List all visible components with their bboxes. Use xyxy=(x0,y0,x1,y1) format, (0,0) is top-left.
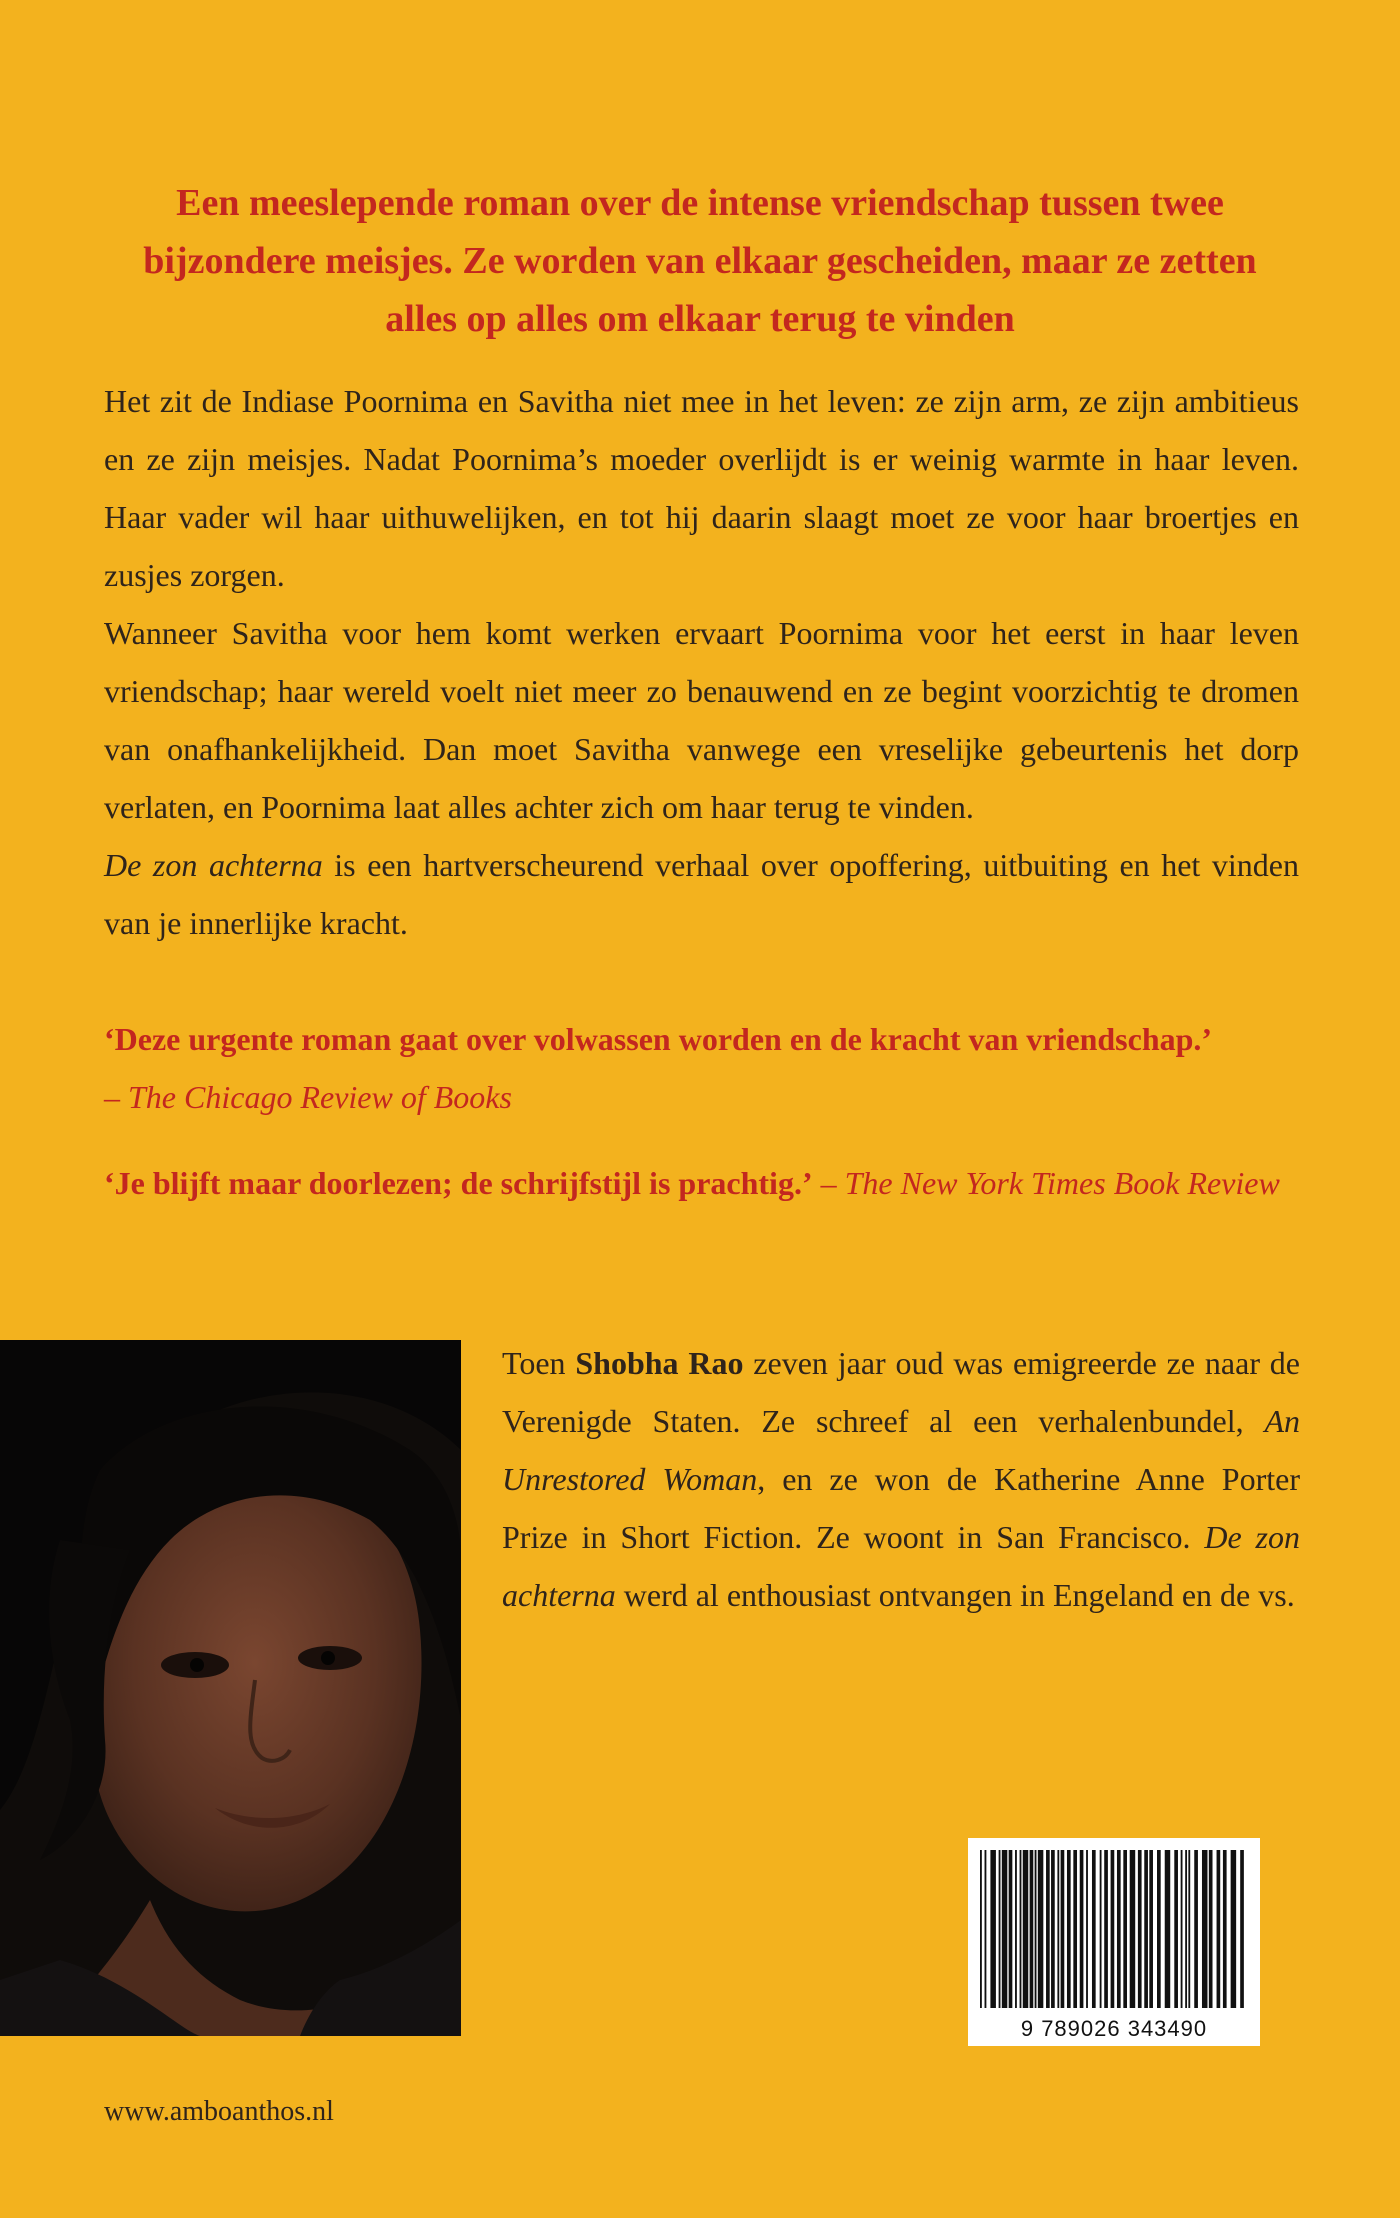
review-quotes xyxy=(104,1010,1299,1240)
barcode-bar xyxy=(1149,1850,1153,2008)
barcode-bar xyxy=(1073,1850,1077,2008)
author-bio-text: werd al enthousiast ontvangen in Engeland en de vs. xyxy=(615,1577,1295,1613)
review-quote xyxy=(104,1154,1299,1212)
review-quote xyxy=(104,1010,1299,1126)
barcode-bar xyxy=(1223,1850,1227,2008)
author-bio-text: , en ze won de Katherine Anne Porter Prize in Short Fiction. Ze woont in San Francisco. xyxy=(502,1461,1301,1555)
synopsis-paragraph-3 xyxy=(104,836,1299,952)
barcode-bar xyxy=(1020,1850,1022,2008)
barcode-bar xyxy=(1038,1850,1044,2008)
synopsis-paragraph-2: Wanneer Savitha voor hem komt werken ervaart Poornima voor het eerst in haar leven vriendschap; haar wereld voelt niet meer zo benauwend en ze begint voorzichtig te dromen van onafhankelijkheid. Dan moet Savitha vanwege een vreselijke gebeurtenis het dorp verlaten, en Poornima laat alles achter zich om haar terug te vinden. xyxy=(104,615,1299,825)
barcode-bar xyxy=(1035,1850,1037,2008)
synopsis xyxy=(104,372,1299,952)
barcode-bar xyxy=(1174,1850,1178,2008)
barcode-bar xyxy=(1130,1850,1136,2008)
barcode-bar xyxy=(990,1850,996,2008)
barcode-bar xyxy=(1051,1850,1055,2008)
isbn-barcode xyxy=(968,1838,1260,2046)
barcode-bar xyxy=(1061,1850,1065,2008)
barcode-bar xyxy=(1104,1850,1108,2008)
barcode-bar xyxy=(1217,1850,1221,2008)
synopsis-paragraph-1: Het zit de Indiase Poornima en Savitha niet mee in het leven: ze zijn arm, ze zijn ambitieus en ze zijn meisjes. Nadat Poornima’s moeder overlijdt is er weinig warmte in haar leven. Haar vader wil haar uithuwelijken, en tot hij daarin slaagt moet ze voor haar broertjes en zusjes zorgen. xyxy=(104,383,1299,593)
barcode-bar xyxy=(1209,1850,1213,2008)
book-title: De zon achterna xyxy=(104,847,323,883)
barcode-bar xyxy=(1111,1850,1115,2008)
headline-blurb: Een meeslepende roman over de intense vriendschap tussen twee bijzondere meisjes. Ze worden van elkaar gescheiden, maar ze zetten alles op alles om elkaar terug te vinden xyxy=(143,182,1257,340)
review-quote-text: ‘Je blijft maar doorlezen; de schrijfstijl is prachtig.’ xyxy=(104,1165,813,1201)
review-quote-source: – The Chicago Review of Books xyxy=(104,1079,512,1115)
barcode-bar xyxy=(1023,1850,1029,2008)
barcode-bar xyxy=(1009,1850,1013,2008)
barcode-bar xyxy=(1231,1850,1237,2008)
synopsis-paragraph-3-text: is een hartverscheurend verhaal over opoffering, uitbuiting en het vinden van je innerlijke kracht. xyxy=(104,847,1300,941)
barcode-bar xyxy=(1123,1850,1127,2008)
review-quote-text: ‘Deze urgente roman gaat over volwassen worden en de kracht van vriendschap.’ xyxy=(104,1021,1213,1057)
book-title: De zon achterna xyxy=(502,1519,1301,1613)
barcode-bar xyxy=(1185,1850,1187,2008)
review-quote-source: – The New York Times Book Review xyxy=(820,1165,1280,1201)
barcode-bar xyxy=(1181,1850,1183,2008)
barcode-bar xyxy=(1138,1850,1142,2008)
author-name: Shobha Rao xyxy=(575,1345,744,1381)
barcode-bar xyxy=(1188,1850,1190,2008)
barcode-bar xyxy=(1157,1850,1161,2008)
barcode-bar xyxy=(1002,1850,1008,2008)
barcode-bar xyxy=(1202,1850,1208,2008)
barcode-bar xyxy=(1046,1850,1050,2008)
barcode-bar xyxy=(1080,1850,1084,2008)
barcode-bar xyxy=(999,1850,1001,2008)
author-photo xyxy=(0,1340,461,2036)
barcode-bar xyxy=(1194,1850,1198,2008)
barcode-bar xyxy=(1092,1850,1096,2008)
barcode-bar xyxy=(1240,1850,1244,2008)
barcode-bar xyxy=(1067,1850,1071,2008)
barcode-bar xyxy=(985,1850,987,2008)
barcode-bar xyxy=(1015,1850,1017,2008)
publisher-website: www.amboanthos.nl xyxy=(104,2096,334,2127)
barcode-bar xyxy=(980,1850,982,2008)
barcode-bar xyxy=(1030,1850,1034,2008)
barcode-bar xyxy=(1117,1850,1121,2008)
barcode-bar xyxy=(1086,1850,1088,2008)
previous-book-title: An Unrestored Woman xyxy=(502,1403,1300,1497)
isbn-number: 9 789026 343490 xyxy=(1020,2016,1208,2041)
author-bio-text: Toen xyxy=(502,1345,576,1381)
barcode-bar xyxy=(1144,1850,1148,2008)
author-bio-text: zeven jaar oud was emigreerde ze naar de Verenigde Staten. Ze schreef al een verhalenbundel, xyxy=(502,1345,1300,1439)
barcode-bars xyxy=(968,1838,1260,2046)
barcode-bar xyxy=(1165,1850,1171,2008)
author-bio xyxy=(502,1334,1300,1624)
barcode-bar xyxy=(1100,1850,1102,2008)
barcode-bar xyxy=(1057,1850,1059,2008)
author-portrait-illustration xyxy=(0,1340,461,2036)
